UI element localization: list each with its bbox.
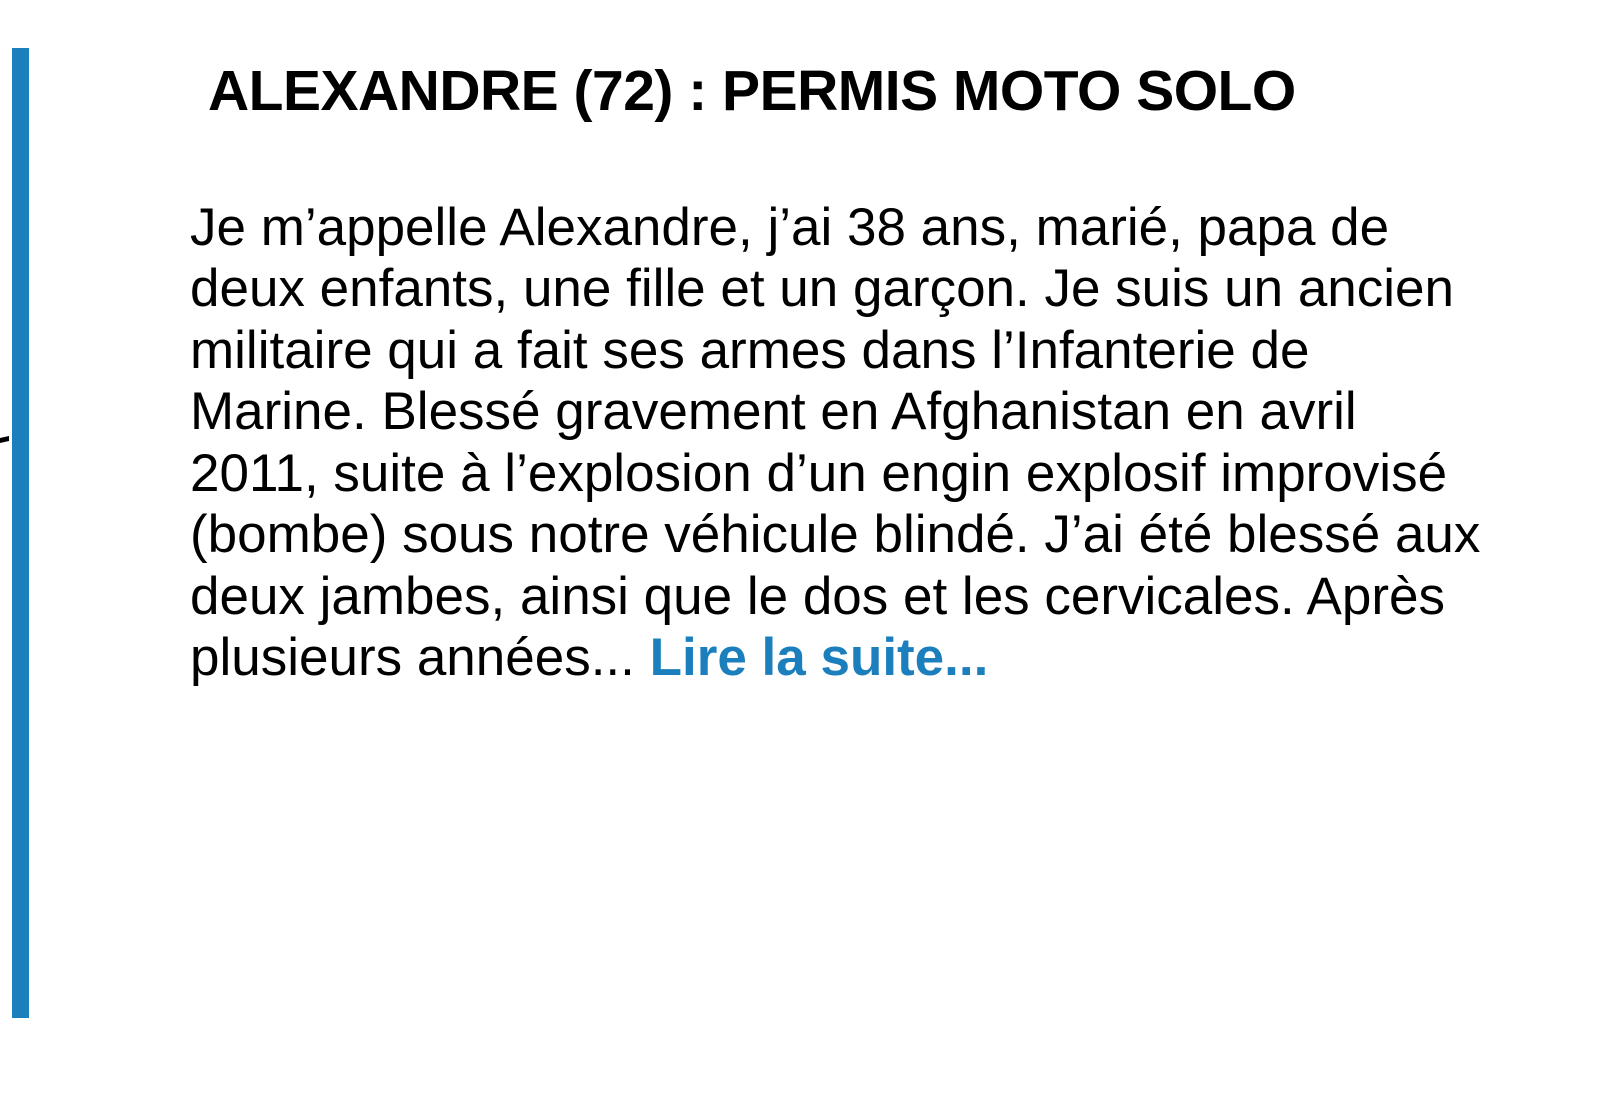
card-content bbox=[190, 60, 1570, 741]
testimonial-excerpt: Je m’appelle Alexandre, j’ai 38 ans, marié, papa de deux enfants, une fille et un garçon. Je suis un ancien militaire qui a fait ses armes dans l’Infanterie de Marine. Blessé gravement en Afghanistan en avril 2011, suite à l’explosion d’un engin explosif improvisé (bombe) sous notre véhicule blindé. J’ai été blessé aux deux jambes, ainsi que le dos et les cervicales. Après plusieurs années... bbox=[190, 197, 1481, 687]
edge-tick-mark bbox=[0, 436, 9, 443]
page-title: ALEXANDRE (72) : PERMIS MOTO SOLO bbox=[208, 59, 1296, 123]
read-more-link[interactable]: Lire la suite... bbox=[649, 627, 989, 687]
left-accent-bar bbox=[12, 48, 29, 1018]
testimonial-text bbox=[190, 197, 1490, 689]
